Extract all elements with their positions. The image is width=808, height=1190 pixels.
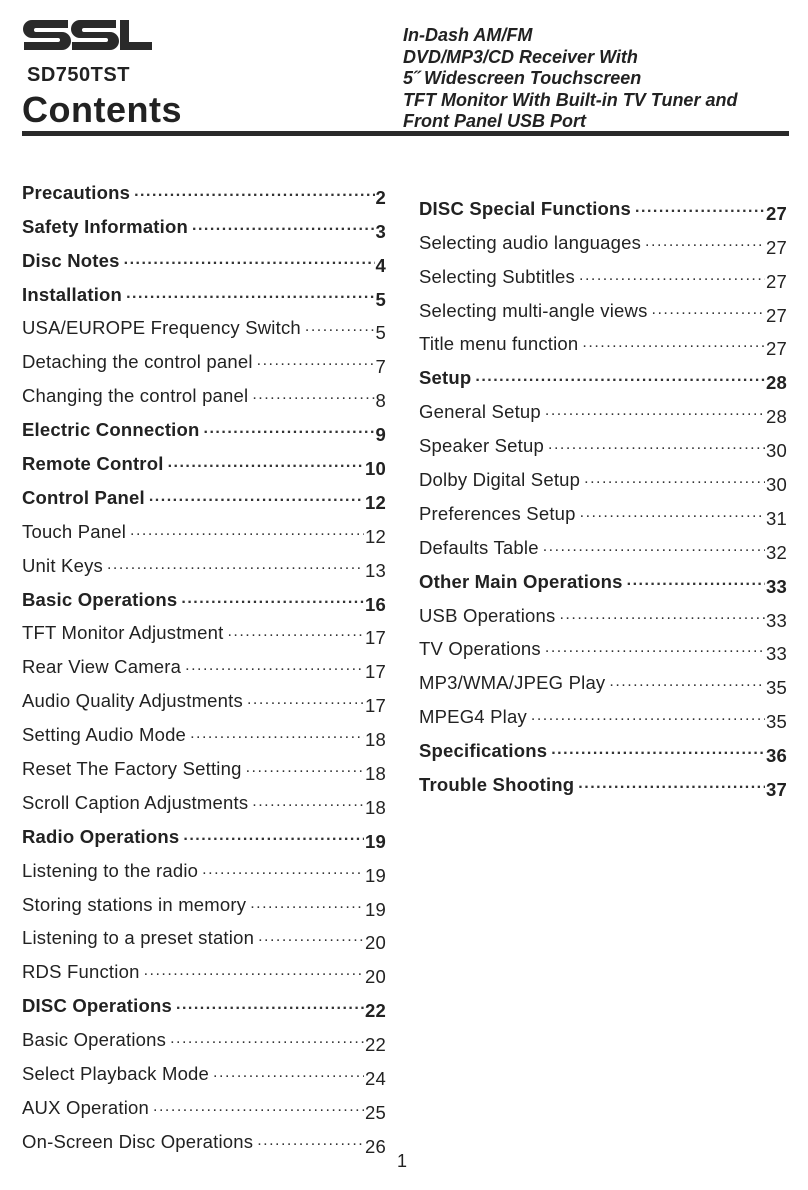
toc-entry-title: Dolby Digital Setup [419,469,581,491]
dot-leader [257,1133,364,1149]
toc-entry-page: 24 [365,1068,386,1090]
toc-entry [419,254,787,292]
toc-section-heading [419,186,787,224]
toc-entry [22,1051,386,1090]
toc-entry-title: Listening to a preset station [22,927,255,949]
toc-entry-page: 22 [365,1034,386,1056]
dot-leader [134,184,374,200]
toc-entry-page: 13 [365,559,386,581]
toc-entry [22,339,386,378]
toc-entry [22,678,386,717]
dot-leader [531,708,765,724]
toc-entry [419,288,787,326]
toc-section-heading [419,728,787,767]
toc-entry [22,509,386,547]
product-description-line: TFT Monitor With Built-in TV Tuner and [403,89,738,110]
dot-leader [149,489,364,505]
ssl-logo [22,18,154,52]
toc-entry-title: Unit Keys [22,554,103,576]
toc-entry-page: 30 [766,474,787,496]
toc-entry-title: Storing stations in memory [22,893,247,915]
toc-entry-page: 27 [766,270,787,292]
toc-section-heading [22,170,386,208]
toc-section-heading [22,475,386,513]
toc-entry-page: 36 [766,745,787,767]
toc-left-column [22,170,386,1157]
toc-section-heading [22,238,386,276]
dot-leader [250,896,364,912]
toc-right-column [419,186,787,801]
model-number: SD750TST [27,64,130,86]
toc-entry-page: 2 [375,186,386,208]
toc-entry-title: Safety Information [22,215,189,237]
toc-entry-page: 8 [375,390,386,412]
toc-entry-title: Speaker Setup [419,435,544,457]
dot-leader [168,455,364,471]
dot-leader [192,218,374,234]
toc-entry-title: General Setup [419,401,541,423]
dot-leader [627,573,765,589]
toc-entry-title: DISC Special Functions [419,197,632,219]
dot-leader [185,658,364,674]
dot-leader [153,1099,364,1115]
toc-entry-page: 33 [766,643,787,665]
toc-entry-page: 32 [766,541,787,563]
toc-entry [419,322,787,360]
dot-leader [645,234,765,250]
dot-leader [545,640,765,656]
toc-entry [22,306,386,344]
toc-entry-title: Electric Connection [22,419,200,441]
toc-entry [22,1085,386,1123]
toc-entry [419,389,787,428]
toc-entry-title: MP3/WMA/JPEG Play [419,672,606,694]
toc-entry-page: 9 [375,424,386,446]
dot-leader [257,353,375,369]
toc-entry-page: 27 [766,202,787,224]
toc-entry-page: 22 [365,1000,386,1022]
toc-entry-page: 20 [365,932,386,954]
toc-section-heading [22,814,386,852]
toc-entry-page: 27 [766,236,787,258]
toc-entry-title: On-Screen Disc Operations [22,1130,254,1152]
toc-entry-page: 3 [375,220,386,242]
toc-entry [22,543,386,581]
toc-entry-page: 35 [766,711,787,733]
toc-section-heading [22,204,386,242]
dot-leader [584,471,765,487]
dot-leader [252,387,374,403]
toc-entry-title: Audio Quality Adjustments [22,690,243,712]
toc-entry-title: Specifications [419,740,548,762]
dot-leader [227,624,364,640]
toc-entry-title: Scroll Caption Adjustments [22,791,249,813]
toc-entry-title: Control Panel [22,486,145,508]
dot-leader [202,862,364,878]
dot-leader [252,794,364,810]
toc-entry-title: Touch Panel [22,520,127,542]
dot-leader [170,1031,364,1047]
toc-section-heading [22,407,386,446]
product-description [403,25,803,133]
toc-entry-title: TFT Monitor Adjustment [22,622,224,644]
dot-leader [176,997,364,1013]
toc-entry-page: 27 [766,338,787,360]
toc-entry [22,780,386,818]
toc-entry-title: Installation [22,283,123,305]
dot-leader [545,403,765,419]
toc-entry [22,848,386,886]
toc-entry-title: Basic Operations [22,1029,167,1051]
toc-section-heading [22,983,386,1022]
toc-entry [22,746,386,785]
dot-leader [582,335,765,351]
toc-section-heading [22,577,386,615]
toc-entry [419,660,787,699]
toc-entry-page: 26 [365,1135,386,1157]
dot-leader [246,760,364,776]
toc-entry-title: Preferences Setup [419,502,576,524]
toc-entry-title: Setting Audio Mode [22,724,187,746]
toc-entry-title: Selecting audio languages [419,231,642,253]
toc-section-heading [22,441,386,480]
toc-entry-page: 27 [766,304,787,326]
dot-leader [213,1065,364,1081]
toc-entry-page: 5 [375,322,386,344]
toc-entry-title: Radio Operations [22,825,180,847]
toc-entry [419,627,787,665]
toc-entry-title: Setup [419,367,472,389]
toc-entry [22,611,386,649]
dot-leader [305,319,375,335]
toc-entry-page: 28 [766,372,787,394]
dot-leader [126,286,374,302]
dot-leader [580,505,765,521]
toc-entry-title: Trouble Shooting [419,774,575,796]
toc-entry-page: 20 [365,966,386,988]
dot-leader [579,268,765,284]
page-number: 1 [397,1151,408,1171]
toc-section-heading [419,762,787,801]
dot-leader [190,726,364,742]
toc-entry-title: Title menu function [419,333,579,355]
toc-entry-title: Remote Control [22,453,164,475]
toc-entry-page: 31 [766,507,787,529]
header-divider [22,131,789,136]
toc-entry [22,1119,386,1157]
toc-entry-page: 19 [365,830,386,852]
toc-entry-page: 18 [365,729,386,751]
toc-section-heading [22,272,386,310]
toc-entry [419,525,787,563]
toc-entry-title: Detaching the control panel [22,351,253,373]
toc-entry [22,373,386,412]
toc-entry [22,644,386,683]
dot-leader [559,607,765,623]
toc-entry-page: 35 [766,677,787,699]
toc-entry-title: Basic Operations [22,588,178,610]
toc-entry-page: 4 [375,254,386,276]
dot-leader [635,200,765,216]
toc-section-heading [419,355,787,394]
toc-entry [419,423,787,462]
toc-entry [22,1017,386,1056]
toc-entry-title: DISC Operations [22,995,172,1017]
toc-entry-page: 33 [766,609,787,631]
toc-entry-title: Changing the control panel [22,385,249,407]
toc-entry-page: 19 [365,864,386,886]
toc-entry-title: Defaults Table [419,536,539,558]
toc-entry-title: Listening to the radio [22,859,199,881]
dot-leader [181,591,364,607]
toc-entry-title: Precautions [22,181,131,203]
toc-entry-title: Rear View Camera [22,656,182,678]
toc-entry [22,916,386,954]
toc-entry-title: USB Operations [419,604,556,626]
dot-leader [130,523,364,539]
dot-leader [247,692,364,708]
toc-entry-page: 12 [365,491,386,513]
product-description-line: Front Panel USB Port [403,111,587,131]
toc-entry-page: 28 [766,406,787,428]
dot-leader [183,828,364,844]
toc-entry [419,593,787,631]
toc-entry-page: 5 [375,288,386,310]
toc-entry-page: 25 [365,1101,386,1123]
toc-entry-title: Other Main Operations [419,570,623,592]
toc-entry-page: 30 [766,440,787,462]
dot-leader [258,929,364,945]
toc-entry [419,491,787,529]
dot-leader [144,963,364,979]
toc-section-heading [419,559,787,597]
toc-entry-title: MPEG4 Play [419,706,527,728]
toc-entry-page: 10 [365,458,386,480]
toc-entry-title: Select Playback Mode [22,1063,210,1085]
toc-entry-title: Reset The Factory Setting [22,758,242,780]
toc-entry [22,949,386,988]
toc-entry-title: Selecting multi-angle views [419,299,648,321]
toc-entry-title: Selecting Subtitles [419,265,576,287]
dot-leader [543,539,765,555]
toc-entry-page: 7 [375,356,386,378]
toc-entry-title: AUX Operation [22,1096,150,1118]
toc-entry-page: 17 [365,661,386,683]
toc-entry-title: RDS Function [22,961,140,983]
toc-entry [419,694,787,733]
toc-entry-page: 12 [365,525,386,547]
toc-entry-page: 18 [365,763,386,785]
toc-entry-title: USA/EUROPE Frequency Switch [22,317,301,339]
dot-leader [551,742,765,758]
dot-leader [124,252,375,268]
toc-entry-page: 37 [766,779,787,801]
toc-entry [22,712,386,751]
dot-leader [107,557,364,573]
toc-entry-page: 19 [365,898,386,920]
dot-leader [475,369,765,385]
dot-leader [578,776,765,792]
toc-entry [22,882,386,920]
toc-entry-page: 17 [365,627,386,649]
toc-entry-title: TV Operations [419,638,541,660]
toc-entry-title: Disc Notes [22,249,120,271]
toc-entry-page: 33 [766,575,787,597]
page-title: Contents [22,89,182,130]
toc-entry-page: 17 [365,695,386,717]
product-description-line: 5˝ Widescreen Touchscreen [403,68,642,88]
toc-entry [419,457,787,496]
product-description-line: DVD/MP3/CD Receiver With [403,46,638,67]
product-description-line: In-Dash AM/FM [403,25,533,45]
toc-entry-page: 18 [365,796,386,818]
dot-leader [548,437,765,453]
toc-entry-page: 16 [365,593,386,615]
toc-entry [419,220,787,258]
dot-leader [652,302,765,318]
dot-leader [609,674,765,690]
dot-leader [204,421,375,437]
